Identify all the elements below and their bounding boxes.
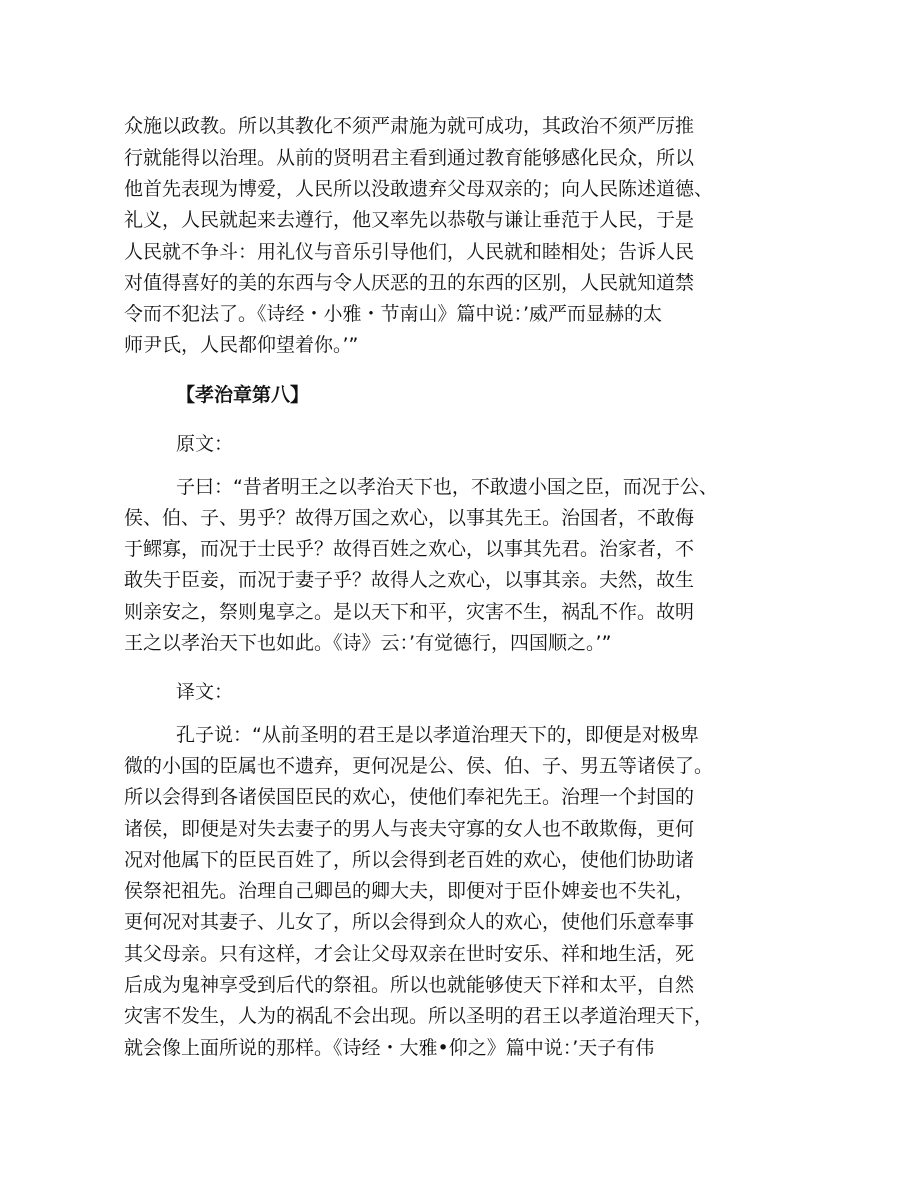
paragraph-line: 众施以政教。所以其教化不须严肃施为就可成功，其政治不须严厉推: [124, 115, 695, 137]
paragraph-line: 子曰：“昔者明王之以孝治天下也，不敢遗小国之臣，而况于公、: [176, 476, 718, 498]
paragraph-line: 所以会得到各诸侯国臣民的欢心，使他们奉祀先王。治理一个封国的: [124, 786, 695, 808]
paragraph-line: 侯祭祀祖先。治理自己卿邑的卿大夫，即便对于臣仆婢妾也不失礼，: [124, 880, 695, 902]
paragraph-line: 更何况对其妻子、儿女了，所以会得到众人的欢心，使他们乐意奉事: [124, 911, 695, 933]
paragraph-line: 他首先表现为博爱，人民所以没敢遗弃父母双亲的；向人民陈述道德、: [124, 178, 714, 200]
paragraph-line: 其父母亲。只有这样，才会让父母双亲在世时安乐、祥和地生活，死: [124, 943, 695, 965]
paragraph-line: 对值得喜好的美的东西与令人厌恶的丑的东西的区别，人民就知道禁: [124, 272, 695, 294]
paragraph-line: 行就能得以治理。从前的贤明君主看到通过教育能够感化民众，所以: [124, 147, 695, 169]
chapter-heading: 【孝治章第八】: [176, 384, 310, 406]
paragraph-line: 微的小国的臣属也不遗弃，更何况是公、侯、伯、子、男五等诸侯了。: [124, 755, 714, 777]
paragraph-line: 灾害不发生，人为的祸乱不会出现。所以圣明的君王以孝道治理天下，: [124, 1005, 714, 1027]
paragraph-line: 则亲安之，祭则鬼享之。是以天下和平，灾害不生，祸乱不作。故明: [124, 601, 695, 623]
paragraph-line: 诸侯，即便是对失去妻子的男人与丧夫守寡的女人也不敢欺侮，更何: [124, 818, 695, 840]
paragraph-line: 于鳏寡，而况于士民乎？故得百姓之欢心，以事其先君。治家者，不: [124, 538, 695, 560]
paragraph-line: 师尹氏，人民都仰望着你。’”: [124, 334, 359, 356]
paragraph-line: 敢失于臣妾，而况于妻子乎？故得人之欢心，以事其亲。夫然，故生: [124, 569, 695, 591]
translation-label: 译文：: [176, 681, 234, 703]
paragraph-line: 就会像上面所说的那样。《诗经・大雅•仰之》篇中说：’天子有伟: [124, 1037, 655, 1059]
paragraph-line: 人民就不争斗：用礼仪与音乐引导他们，人民就和睦相处；告诉人民: [124, 241, 695, 263]
paragraph-line: 王之以孝治天下也如此。《诗》云：’有觉德行，四国顺之。’”: [124, 632, 612, 654]
original-label: 原文：: [176, 433, 234, 455]
paragraph-line: 况对他属下的臣民百姓了，所以会得到老百姓的欢心，使他们协助诸: [124, 849, 695, 871]
paragraph-line: 后成为鬼神享受到后代的祭祖。所以也就能够使天下祥和太平，自然: [124, 974, 695, 996]
paragraph-line: 侯、伯、子、男乎？故得万国之欢心，以事其先王。治国者，不敢侮: [124, 507, 695, 529]
paragraph-line: 孔子说：“从前圣明的君王是以孝道治理天下的，即便是对极卑: [176, 724, 699, 746]
paragraph-line: 令而不犯法了。《诗经・小雅・节南山》篇中说：’威严而显赫的太: [124, 303, 663, 325]
paragraph-line: 礼义，人民就起来去遵行，他又率先以恭敬与谦让垂范于人民，于是: [124, 209, 695, 231]
